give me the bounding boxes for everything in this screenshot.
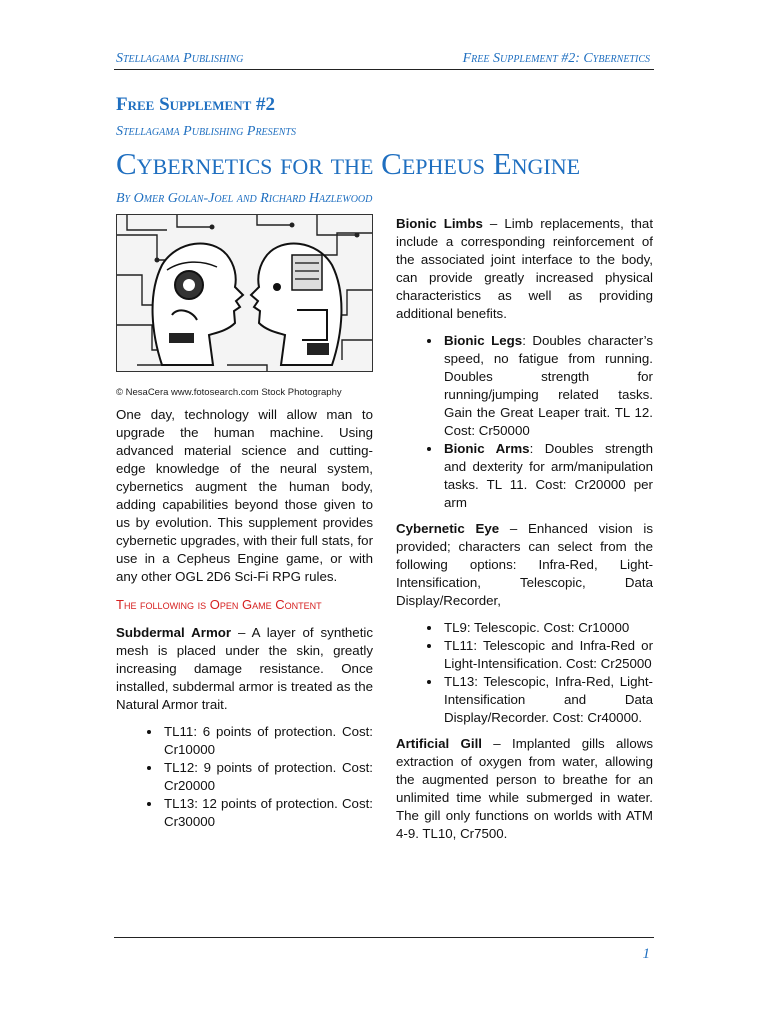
byline: By Omer Golan-Joel and Richard Hazlewood xyxy=(116,191,373,206)
footer-rule xyxy=(114,937,654,938)
cybernetic-eye-text: – Enhanced vision is provided; characters can select from the following options: Infra-Red, Light-Intensification, Telescopic, Data Display/Recorder, xyxy=(396,521,653,608)
list-item: • TL12: 9 points of protection. Cost: Cr20000 xyxy=(162,759,373,795)
image-credit: © NesaCera www.fotosearch.com Stock Photography xyxy=(116,387,342,398)
list-item: • TL13: 12 points of protection. Cost: Cr30000 xyxy=(162,795,373,831)
artificial-gill-text: – Implanted gills allows extraction of oxygen from water, allowing the augmented person to breathe for an unlimited time while submerged in water. The gill only functions on worlds with ATM 4-9. TL10, Cr7500. xyxy=(396,736,653,841)
subdermal-armor-list xyxy=(116,723,373,831)
artificial-gill-paragraph xyxy=(396,735,653,843)
bionic-legs-term: Bionic Legs xyxy=(444,333,523,348)
bionic-limbs-term: Bionic Limbs xyxy=(396,216,483,231)
list-item: • TL9: Telescopic. Cost: Cr10000 xyxy=(442,619,653,637)
header-rule xyxy=(114,69,654,70)
subdermal-armor-term: Subdermal Armor xyxy=(116,625,232,640)
cyborg-faces-illustration xyxy=(116,214,373,372)
list-item xyxy=(442,332,653,440)
bionic-limbs-paragraph xyxy=(396,215,653,323)
artificial-gill-term: Artificial Gill xyxy=(396,736,482,751)
list-item: • TL13: Telescopic, Infra-Red, Light-Intensification and Data Display/Recorder. Cost: Cr40000. xyxy=(442,673,653,727)
running-header-publisher: Stellagama Publishing xyxy=(116,51,244,66)
cybernetic-eye-paragraph xyxy=(396,520,653,610)
page-number: 1 xyxy=(642,946,650,962)
subdermal-armor-paragraph xyxy=(116,624,373,714)
bionic-arms-term: Bionic Arms xyxy=(444,441,530,456)
ogc-notice: The following is Open Game Content xyxy=(116,597,322,612)
bionic-limbs-list xyxy=(396,332,653,512)
bionic-limbs-text: – Limb replacements, that include a corresponding reinforcement of the associated joint interface to the body, can provide greatly increased physical characteristics as well as providing additional benefits. xyxy=(396,216,654,321)
supplement-title: Free Supplement #2 xyxy=(116,94,276,115)
cybernetic-eye-term: Cybernetic Eye xyxy=(396,521,500,536)
right-column xyxy=(396,215,653,852)
list-item xyxy=(442,440,653,512)
left-column xyxy=(116,406,373,839)
presents-line: Stellagama Publishing Presents xyxy=(116,124,296,139)
cybernetic-eye-list xyxy=(396,619,653,727)
intro-paragraph: One day, technology will allow man to upgrade the human machine. Using advanced material science and cutting-edge knowledge of the neural system, cybernetics augment the human body, adding capabilities beyond those given to us by evolution. This supplement provides cybernetic upgrades, with their full stats, for use in a Cepheus Engine game, or with any other OGL 2D6 Sci-Fi RPG rules. xyxy=(116,407,373,584)
bionic-legs-text: : Doubles character’s speed, no fatigue from running. Doubles strength for running/jumping related tasks. Gain the Great Leaper trait. TL 12. Cost: Cr50000 xyxy=(444,333,653,438)
running-header-title: Free Supplement #2: Cybernetics xyxy=(462,51,650,66)
list-item: • TL11: 6 points of protection. Cost: Cr10000 xyxy=(162,723,373,759)
page-title: Cybernetics for the Cepheus Engine xyxy=(116,146,581,181)
list-item: • TL11: Telescopic and Infra-Red or Light-Intensification. Cost: Cr25000 xyxy=(442,637,653,673)
bionic-arms-text: : Doubles strength and dexterity for arm/manipulation tasks. TL 11. Cost: Cr20000 per arm xyxy=(444,441,653,510)
subdermal-armor-text: – A layer of synthetic mesh is placed under the skin, greatly increasing damage resistance. Once installed, subdermal armor is treated as the Natural Armor trait. xyxy=(116,625,373,712)
